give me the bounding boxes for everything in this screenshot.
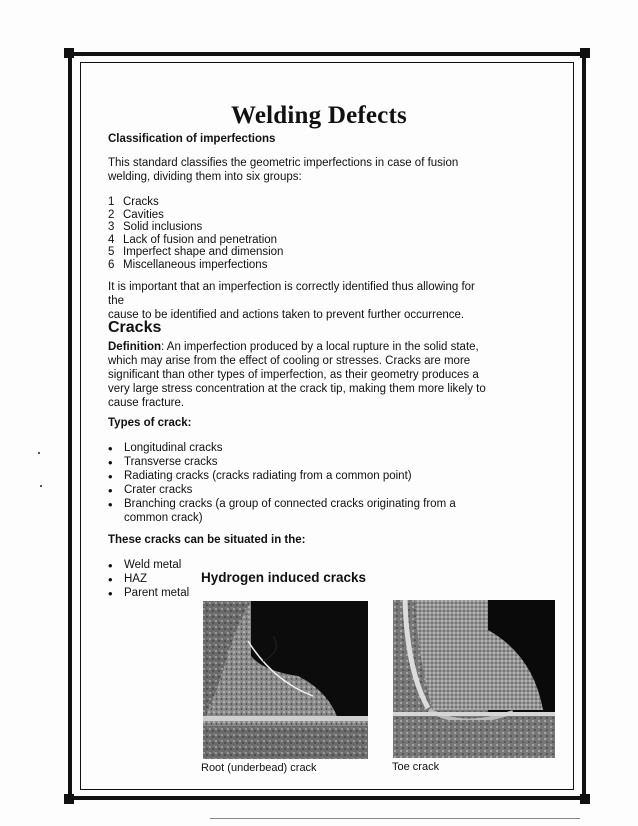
intro-line: This standard classifies the geometric imperfections in case of fusion [108, 157, 459, 169]
cracks-heading: Cracks [108, 319, 162, 336]
list-item: • Weld metal [108, 558, 182, 573]
locations-list [108, 559, 189, 601]
list-item: 5 Imperfect shape and dimension [108, 246, 284, 258]
intro-line: welding, dividing them into six groups: [108, 171, 302, 183]
root-crack-caption: Root (underbead) crack [201, 762, 317, 774]
scan-speck [40, 485, 42, 487]
toe-crack-caption: Toe crack [392, 761, 440, 773]
definition-label: Definition [108, 341, 162, 353]
border-corner [580, 48, 590, 58]
list-item: • HAZ [108, 572, 147, 587]
definition-paragraph: Definition: An imperfection produced by a local rupture in the solid state, which may arise from the effect of cooling or stresses. Cracks are more significant than other types of imperfection, as their geometry produces a very large stress concentration at the crack tip, making them more likely to cause fracture. [108, 341, 486, 409]
scan-speck [38, 452, 40, 454]
border-corner [64, 794, 74, 804]
border-corner [580, 794, 590, 804]
list-item: 2 Cavities [108, 208, 164, 221]
groups-list [108, 196, 283, 271]
list-item: • Transverse cracks [108, 455, 218, 470]
classification-heading: Classification of imperfections [108, 133, 276, 145]
list-item: 1 Cracks [108, 196, 159, 208]
list-item: • Radiating cracks (cracks radiating from a common point) [108, 469, 412, 484]
crack-types-list [108, 442, 456, 526]
list-item: common crack) [124, 512, 203, 524]
list-item: • Parent metal [108, 586, 190, 601]
list-item: • Crater cracks [108, 483, 193, 498]
page-title: Welding Defects [231, 102, 407, 129]
types-heading: Types of crack: [108, 417, 192, 429]
list-item: 3 Solid inclusions [108, 221, 203, 233]
situated-heading: These cracks can be situated in the: [108, 534, 306, 546]
list-item: 4 Lack of fusion and penetration [108, 233, 278, 246]
list-item: • Longitudinal cracks [108, 441, 223, 456]
list-item: 6 Miscellaneous imperfections [108, 258, 268, 271]
border-corner [64, 48, 74, 58]
importance-paragraph: It is important that an imperfection is correctly identified thus allowing for the cause to be identified and actions taken to prevent further occurrence. [108, 281, 475, 321]
footer-rule [210, 818, 580, 819]
hydrogen-heading: Hydrogen induced cracks [201, 570, 367, 585]
intro-paragraph [108, 156, 488, 184]
root-crack-photo [203, 601, 368, 759]
toe-crack-photo [393, 600, 555, 758]
list-item: • Branching cracks (a group of connected cracks originating from a [108, 497, 456, 512]
